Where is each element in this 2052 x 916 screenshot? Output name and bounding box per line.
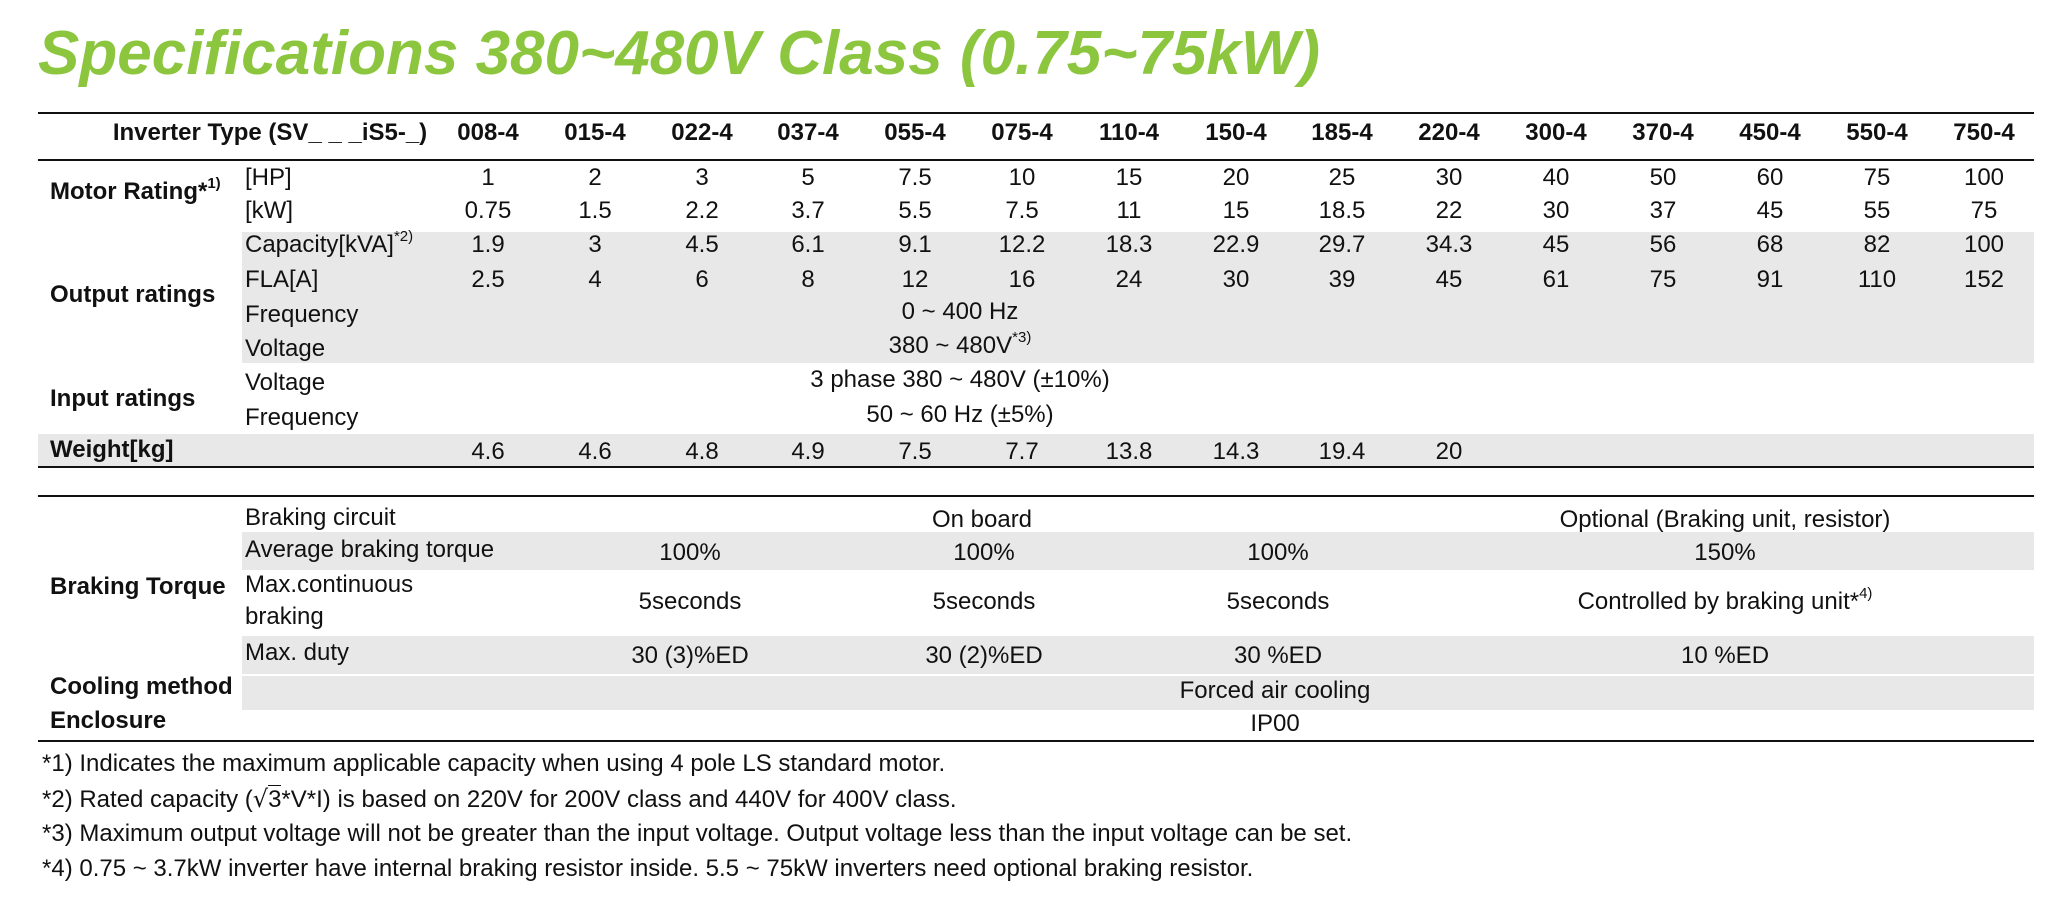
- avg-braking-value-text: 100%: [953, 539, 1015, 566]
- kw-value: 15: [1222, 197, 1250, 224]
- max-duty-value-text: 30 (2)%ED: [925, 642, 1043, 669]
- input-ratings-label: Input ratings: [50, 385, 196, 412]
- weight-value: 20: [1435, 438, 1463, 465]
- maxcont-value-text: 5seconds: [1226, 588, 1330, 615]
- weight-value: 4.8: [685, 438, 719, 465]
- avg-braking-value: [953, 538, 1014, 568]
- hp-value: 10: [1008, 164, 1036, 191]
- maxcont-value: [933, 587, 1036, 617]
- avg-braking-value-text: 100%: [659, 539, 721, 566]
- capacity-text: Capacity[kVA]: [245, 231, 394, 258]
- rule-section2-top: [38, 495, 2034, 497]
- weight-value: 4.6: [578, 438, 612, 465]
- input-frequency-label: Frequency: [245, 404, 359, 431]
- avg-braking-label: Average braking torque: [245, 536, 495, 563]
- hp-value: 75: [1863, 164, 1891, 191]
- model-header: 015-4: [564, 119, 626, 146]
- capacity-value: 56: [1649, 231, 1677, 258]
- avg-braking-value: [659, 538, 720, 568]
- enclosure-value: IP00: [1250, 710, 1300, 737]
- kw-value: 18.5: [1318, 197, 1366, 224]
- avg-braking-value: [1247, 538, 1308, 568]
- weight-value: 4.6: [471, 438, 505, 465]
- capacity-value: 9.1: [898, 231, 932, 258]
- weight-value: 7.5: [898, 438, 932, 465]
- fla-value: 110: [1857, 266, 1897, 293]
- fla-value: 75: [1649, 266, 1677, 293]
- capacity-value: 34.3: [1425, 231, 1473, 258]
- braking-circuit-onboard: On board: [931, 506, 1033, 533]
- output-frequency-label: Frequency: [245, 301, 359, 328]
- braking-circuit-label: Braking circuit: [245, 504, 396, 531]
- kw-value: 1.5: [578, 197, 612, 224]
- capacity-note: *2): [393, 228, 414, 245]
- capacity-value: 100: [1963, 231, 2005, 258]
- hp-value: 40: [1542, 164, 1570, 191]
- output-voltage-text: 380 ~ 480V: [888, 332, 1013, 359]
- kw-value: 45: [1756, 197, 1784, 224]
- footnote-2-pre: *2) Rated capacity (: [42, 786, 253, 813]
- kw-value: 11: [1116, 197, 1142, 224]
- maxcont-label-1: Max.continuous: [245, 571, 414, 598]
- model-header: 550-4: [1846, 119, 1908, 146]
- fla-value: 61: [1542, 266, 1570, 293]
- sqrt-radicand: 3: [268, 786, 282, 813]
- max-duty-value-text: 30 (3)%ED: [631, 642, 749, 669]
- weight-value: 13.8: [1105, 438, 1153, 465]
- maxcont-value-text: 5seconds: [638, 588, 742, 615]
- fla-value: 91: [1756, 266, 1784, 293]
- hp-value: 25: [1328, 164, 1356, 191]
- hp-value: 100: [1963, 164, 2005, 191]
- kw-value: 0.75: [464, 197, 512, 224]
- hp-value: 30: [1435, 164, 1463, 191]
- weight-value: 4.9: [791, 438, 825, 465]
- braking-torque-label: Braking Torque: [50, 573, 226, 600]
- motor-rating-text: Motor Rating*: [50, 178, 208, 205]
- fla-value: 8: [801, 266, 815, 293]
- capacity-value: 1.9: [471, 231, 505, 258]
- kw-value: 30: [1542, 197, 1570, 224]
- output-frequency-value: 0 ~ 400 Hz: [901, 298, 1019, 325]
- fla-value: 12: [901, 266, 929, 293]
- page-title: Specifications 380~480V Class (0.75~75kW): [38, 19, 1321, 88]
- kw-value: 55: [1863, 197, 1891, 224]
- cooling-value: Forced air cooling: [1179, 677, 1371, 704]
- weight-value: 7.7: [1005, 438, 1039, 465]
- hp-value: 7.5: [898, 164, 932, 191]
- input-frequency-value: 50 ~ 60 Hz (±5%): [866, 401, 1054, 428]
- maxcont-label-2: braking: [245, 603, 324, 630]
- fla-value: 39: [1328, 266, 1356, 293]
- avg-braking-value-text: 100%: [1247, 539, 1309, 566]
- model-header: 450-4: [1739, 119, 1801, 146]
- capacity-value: 22.9: [1212, 231, 1260, 258]
- model-header: 075-4: [991, 119, 1053, 146]
- hp-value: 15: [1115, 164, 1143, 191]
- weight-value: 14.3: [1212, 438, 1260, 465]
- capacity-value: 4.5: [685, 231, 719, 258]
- max-duty-value-text: 30 %ED: [1233, 642, 1323, 669]
- maxcont-value: [639, 587, 742, 617]
- kw-value: 3.7: [791, 197, 825, 224]
- footnote-1: *1) Indicates the maximum applicable capacity when using 4 pole LS standard motor.: [42, 750, 946, 777]
- model-header: 300-4: [1525, 119, 1587, 146]
- capacity-value: 3: [588, 231, 602, 258]
- weight-label: Weight[kg]: [50, 436, 174, 463]
- capacity-value: 12.2: [998, 231, 1046, 258]
- band-braking-avg: [242, 532, 2034, 570]
- capacity-value: 18.3: [1105, 231, 1153, 258]
- maxcont-note: 4): [1859, 585, 1873, 602]
- output-voltage-note: *3): [1012, 329, 1032, 346]
- footnote-2: [42, 784, 957, 815]
- hp-value: 50: [1649, 164, 1677, 191]
- model-header: 185-4: [1311, 119, 1373, 146]
- fla-value: 4: [588, 266, 602, 293]
- model-header: 008-4: [457, 119, 519, 146]
- hp-value: 60: [1756, 164, 1784, 191]
- model-header: 370-4: [1632, 119, 1694, 146]
- model-header: 037-4: [777, 119, 839, 146]
- maxcont-value-text: Controlled by braking unit*: [1577, 588, 1860, 615]
- kw-value: 22: [1435, 197, 1463, 224]
- kw-value: 2.2: [685, 197, 719, 224]
- fla-label: FLA[A]: [245, 266, 319, 293]
- capacity-value: 6.1: [791, 231, 825, 258]
- fla-value: 2.5: [471, 266, 505, 293]
- rule-top: [38, 112, 2034, 114]
- input-voltage-value: 3 phase 380 ~ 480V (±10%): [810, 366, 1110, 393]
- cooling-label: Cooling method: [50, 673, 233, 700]
- fla-value: 6: [695, 266, 709, 293]
- model-header: 750-4: [1953, 119, 2015, 146]
- hp-value: 2: [588, 164, 602, 191]
- fla-value: 152: [1963, 266, 2005, 293]
- capacity-value: 45: [1542, 231, 1570, 258]
- capacity-value: 68: [1756, 231, 1784, 258]
- max-duty-value: [1234, 641, 1322, 671]
- output-voltage-label: Voltage: [245, 335, 326, 362]
- kw-value: 5.5: [898, 197, 932, 224]
- model-header: 110-4: [1098, 119, 1160, 146]
- capacity-value: 29.7: [1318, 231, 1366, 258]
- fla-value: 30: [1222, 266, 1250, 293]
- inverter-type-label: Inverter Type (SV_ _ _iS5-_): [112, 119, 428, 146]
- output-voltage-value: [889, 331, 1032, 361]
- kw-value: 37: [1649, 197, 1677, 224]
- hp-value: 1: [481, 164, 495, 191]
- sqrt-symbol: √: [252, 785, 269, 813]
- motor-rating-label: [50, 177, 221, 207]
- enclosure-label: Enclosure: [50, 707, 167, 734]
- hp-value: 3: [695, 164, 709, 191]
- maxcont-value: [1578, 587, 1873, 617]
- footnote-4: *4) 0.75 ~ 3.7kW inverter have internal braking resistor inside. 5.5 ~ 75kW inverters need optional braking resistor.: [42, 855, 1254, 882]
- max-duty-label: Max. duty: [245, 639, 350, 666]
- avg-braking-value-text: 150%: [1694, 539, 1756, 566]
- max-duty-value: [925, 641, 1042, 671]
- kw-value: 7.5: [1005, 197, 1039, 224]
- motor-rating-note: 1): [207, 175, 221, 192]
- model-header: 055-4: [884, 119, 946, 146]
- max-duty-value: [1681, 641, 1769, 671]
- kw-label: [kW]: [245, 197, 293, 224]
- max-duty-value-text: 10 %ED: [1680, 642, 1770, 669]
- model-header: 220-4: [1418, 119, 1480, 146]
- output-ratings-label: Output ratings: [50, 281, 216, 308]
- max-duty-value: [631, 641, 748, 671]
- model-header: 150-4: [1205, 119, 1267, 146]
- avg-braking-value: [1694, 538, 1755, 568]
- footnote-2-post: *V*I) is based on 220V for 200V class and 440V for 400V class.: [281, 786, 957, 813]
- hp-value: 5: [801, 164, 815, 191]
- capacity-value: 82: [1863, 231, 1891, 258]
- fla-value: 16: [1008, 266, 1036, 293]
- rule-header-bottom: [38, 159, 2034, 161]
- fla-value: 45: [1435, 266, 1463, 293]
- footnote-3: *3) Maximum output voltage will not be greater than the input voltage. Output voltage less than the input voltage can be set.: [42, 820, 1353, 847]
- input-voltage-label: Voltage: [245, 369, 326, 396]
- band-cooling: [242, 676, 2034, 710]
- maxcont-value-text: 5seconds: [932, 588, 1036, 615]
- fla-value: 24: [1115, 266, 1143, 293]
- capacity-label: [245, 230, 413, 260]
- hp-label: [HP]: [245, 164, 292, 191]
- maxcont-value: [1227, 587, 1330, 617]
- kw-value: 75: [1970, 197, 1998, 224]
- hp-value: 20: [1222, 164, 1250, 191]
- weight-value: 19.4: [1318, 438, 1366, 465]
- rule-section2-bottom: [38, 740, 2034, 742]
- model-header: 022-4: [671, 119, 733, 146]
- braking-circuit-optional: Optional (Braking unit, resistor): [1559, 506, 1891, 533]
